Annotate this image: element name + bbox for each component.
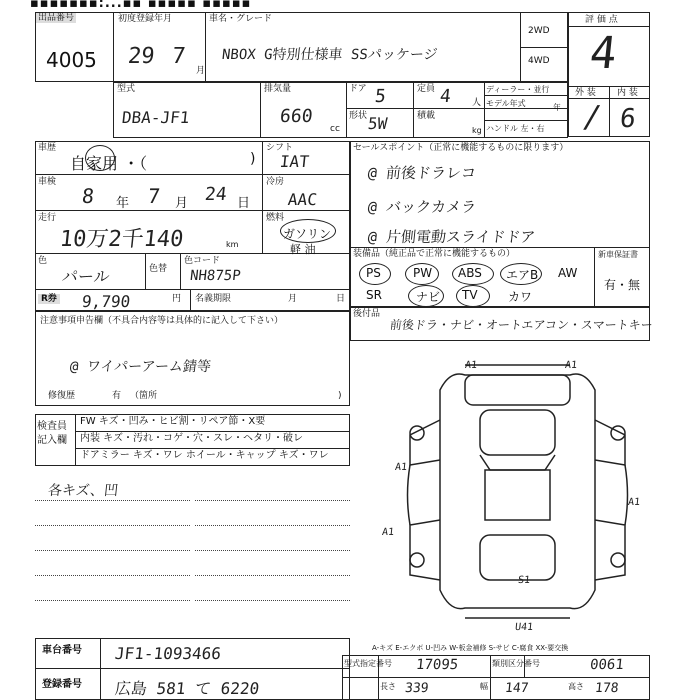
car-name-value: NBOX G特別仕様車 SSパッケージ: [221, 47, 439, 63]
circle-tv: [456, 285, 490, 307]
aftermarket-label: 後付品: [353, 309, 381, 319]
mark-u41: U41: [514, 622, 534, 633]
class-value: 0061: [589, 657, 625, 673]
inspection-day: 24: [203, 184, 228, 205]
warranty-label: 新車保証書: [598, 250, 638, 259]
dealer-label: ディーラー・並行: [486, 85, 550, 94]
color-value: パール: [60, 267, 111, 286]
chassis-value: JF1-1093466: [114, 644, 222, 663]
inspector-row-3: ドアミラー キズ・ワレ ホイール・キャップ キズ・ワレ: [80, 450, 329, 461]
handle-label: ハンドル 左・右: [486, 124, 545, 133]
lot-label: 出品番号: [38, 13, 75, 23]
mark-a1-rear-left: A1: [381, 527, 395, 538]
equip-navi: ナビ: [416, 290, 441, 304]
equip-aw: AW: [558, 266, 578, 280]
cooling-label: 冷房: [266, 177, 285, 187]
body-label: 形状: [349, 111, 368, 121]
inspector-label: 検査員記入欄: [37, 421, 67, 446]
mark-a1-front-right: A1: [564, 360, 578, 371]
cert-label: 型式指定番号: [344, 659, 392, 668]
inspection-year: 8: [80, 184, 96, 208]
sales-point-3: @ 片側電動スライドドア: [367, 228, 537, 246]
cooling-value: AAC: [287, 190, 318, 209]
fuel-diesel: 軽 油: [290, 243, 316, 256]
chassis-label: 車台番号: [42, 645, 82, 656]
mark-s1: S1: [517, 575, 531, 586]
period-label: 名義期限: [195, 294, 232, 304]
plate-label: 登録番号: [42, 679, 82, 690]
color-code-label: 色コード: [184, 256, 221, 266]
mark-a1-right: A1: [627, 497, 641, 508]
mileage-value: 10万2千140: [58, 227, 185, 252]
page-title: ▪▪▪▪▪▪▪:...▪▪ ▪▪▪▪▪ ▪▪▪▪▪: [30, 0, 252, 11]
inspector-row-1: FW キズ・凹み・ヒビ割・リペア節・X要: [80, 416, 266, 427]
color-label: 色: [38, 256, 48, 266]
aftermarket-value: 前後ドラ・ナビ・オートエアコン・スマートキー: [389, 318, 654, 332]
displacement-value: 660: [278, 106, 314, 127]
color-code-value: NH875P: [189, 268, 242, 284]
shift-value: IAT: [279, 152, 310, 171]
score-label: 評 価 点: [585, 15, 618, 25]
doors-label: ドア: [349, 84, 367, 94]
height-value: 178: [594, 681, 620, 696]
usage-circle: [85, 145, 115, 171]
drive-4wd: 4WD: [528, 56, 550, 66]
fuel-gasoline: ガソリン: [283, 227, 332, 241]
body-value: 5W: [367, 114, 389, 133]
mark-a1-left: A1: [394, 462, 408, 473]
notes-value: @ ワイパーアーム錆等: [69, 359, 212, 375]
score-value: 4: [587, 28, 620, 79]
registration-year: 29: [126, 44, 156, 69]
car-name-label: 車名・グレード: [209, 14, 273, 24]
mark-a1-front-left: A1: [464, 360, 478, 371]
model-year-label: モデル年式: [486, 99, 526, 108]
usage-value: 自家用 ・（: [70, 154, 148, 173]
color-change-label: 色替: [149, 264, 168, 274]
sales-point-2: @ バックカメラ: [367, 198, 477, 216]
interior-score: 6: [618, 104, 638, 134]
sales-point-1: @ 前後ドラレコ: [367, 164, 477, 182]
mileage-label: 走行: [38, 213, 57, 223]
capacity-label: 定員: [417, 84, 436, 94]
equipment-label: 装備品（純正品で正常に機能するもの）: [353, 249, 516, 259]
circle-abs: [452, 263, 494, 285]
plate-value: 広島 581 て 6220: [113, 679, 261, 698]
displacement-label: 排気量: [264, 84, 292, 94]
load-label: 積載: [417, 111, 436, 121]
model-value: DBA-JF1: [121, 108, 191, 127]
lot-number: 4005: [46, 48, 97, 72]
equip-tv: TV: [462, 288, 478, 302]
car-damage-diagram: [380, 350, 650, 635]
exterior-score: /: [581, 100, 603, 135]
equip-abs: ABS: [458, 266, 482, 280]
repair-has: 有: [112, 391, 122, 401]
memo-note: 各キズ、凹: [47, 483, 119, 499]
shift-label: シフト: [266, 143, 294, 153]
cert-value: 17095: [415, 657, 459, 673]
circle-pw: [405, 263, 439, 285]
notes-label: 注意事項申告欄（不具合内容等は具体的に記入して下さい）: [40, 316, 284, 326]
usage-label: 車歴: [38, 143, 57, 153]
fuel-circle: [280, 219, 336, 243]
registration-month: 7: [170, 44, 187, 69]
doors-value: 5: [373, 86, 387, 107]
recycle-label: R券: [38, 294, 60, 304]
class-label: 類別区分番号: [492, 659, 540, 668]
inspector-row-2: 内装 キズ・汚れ・コゲ・穴・スレ・ヘタリ・破レ: [80, 433, 303, 444]
inspection-month: 7: [146, 184, 162, 208]
drive-2wd: 2WD: [528, 26, 550, 36]
recycle-value: 9,790: [81, 292, 132, 311]
sales-points-label: セールスポイント（正常に機能するものに限ります）: [353, 143, 569, 153]
registration-label: 初度登録年月: [118, 14, 173, 24]
warranty-value: 有・無: [604, 278, 641, 292]
equip-pw: PW: [413, 266, 433, 280]
capacity-value: 4: [438, 86, 452, 107]
equip-ps: PS: [366, 266, 381, 280]
inspection-label: 車検: [38, 177, 57, 187]
length-label: 長さ: [380, 682, 396, 691]
model-label: 型式: [117, 84, 136, 94]
circle-airbag: [500, 263, 542, 285]
repair-label: 修復歴: [48, 391, 76, 401]
equip-sr: SR: [366, 288, 382, 302]
damage-legend: A-キズ E-エクボ U-凹み W-板金補修 S-サビ C-腐食 XX-要交換: [372, 644, 569, 652]
length-value: 339: [404, 681, 430, 696]
width-value: 147: [504, 681, 530, 696]
width-label: 幅: [480, 682, 488, 691]
fuel-label: 燃料: [266, 213, 285, 223]
repair-place: （箇所: [130, 391, 158, 401]
circle-navi: [408, 285, 444, 307]
equip-leather: カワ: [508, 290, 533, 304]
circle-ps: [359, 263, 391, 285]
height-label: 高さ: [568, 682, 584, 691]
equip-airbag: エアB: [506, 268, 539, 282]
